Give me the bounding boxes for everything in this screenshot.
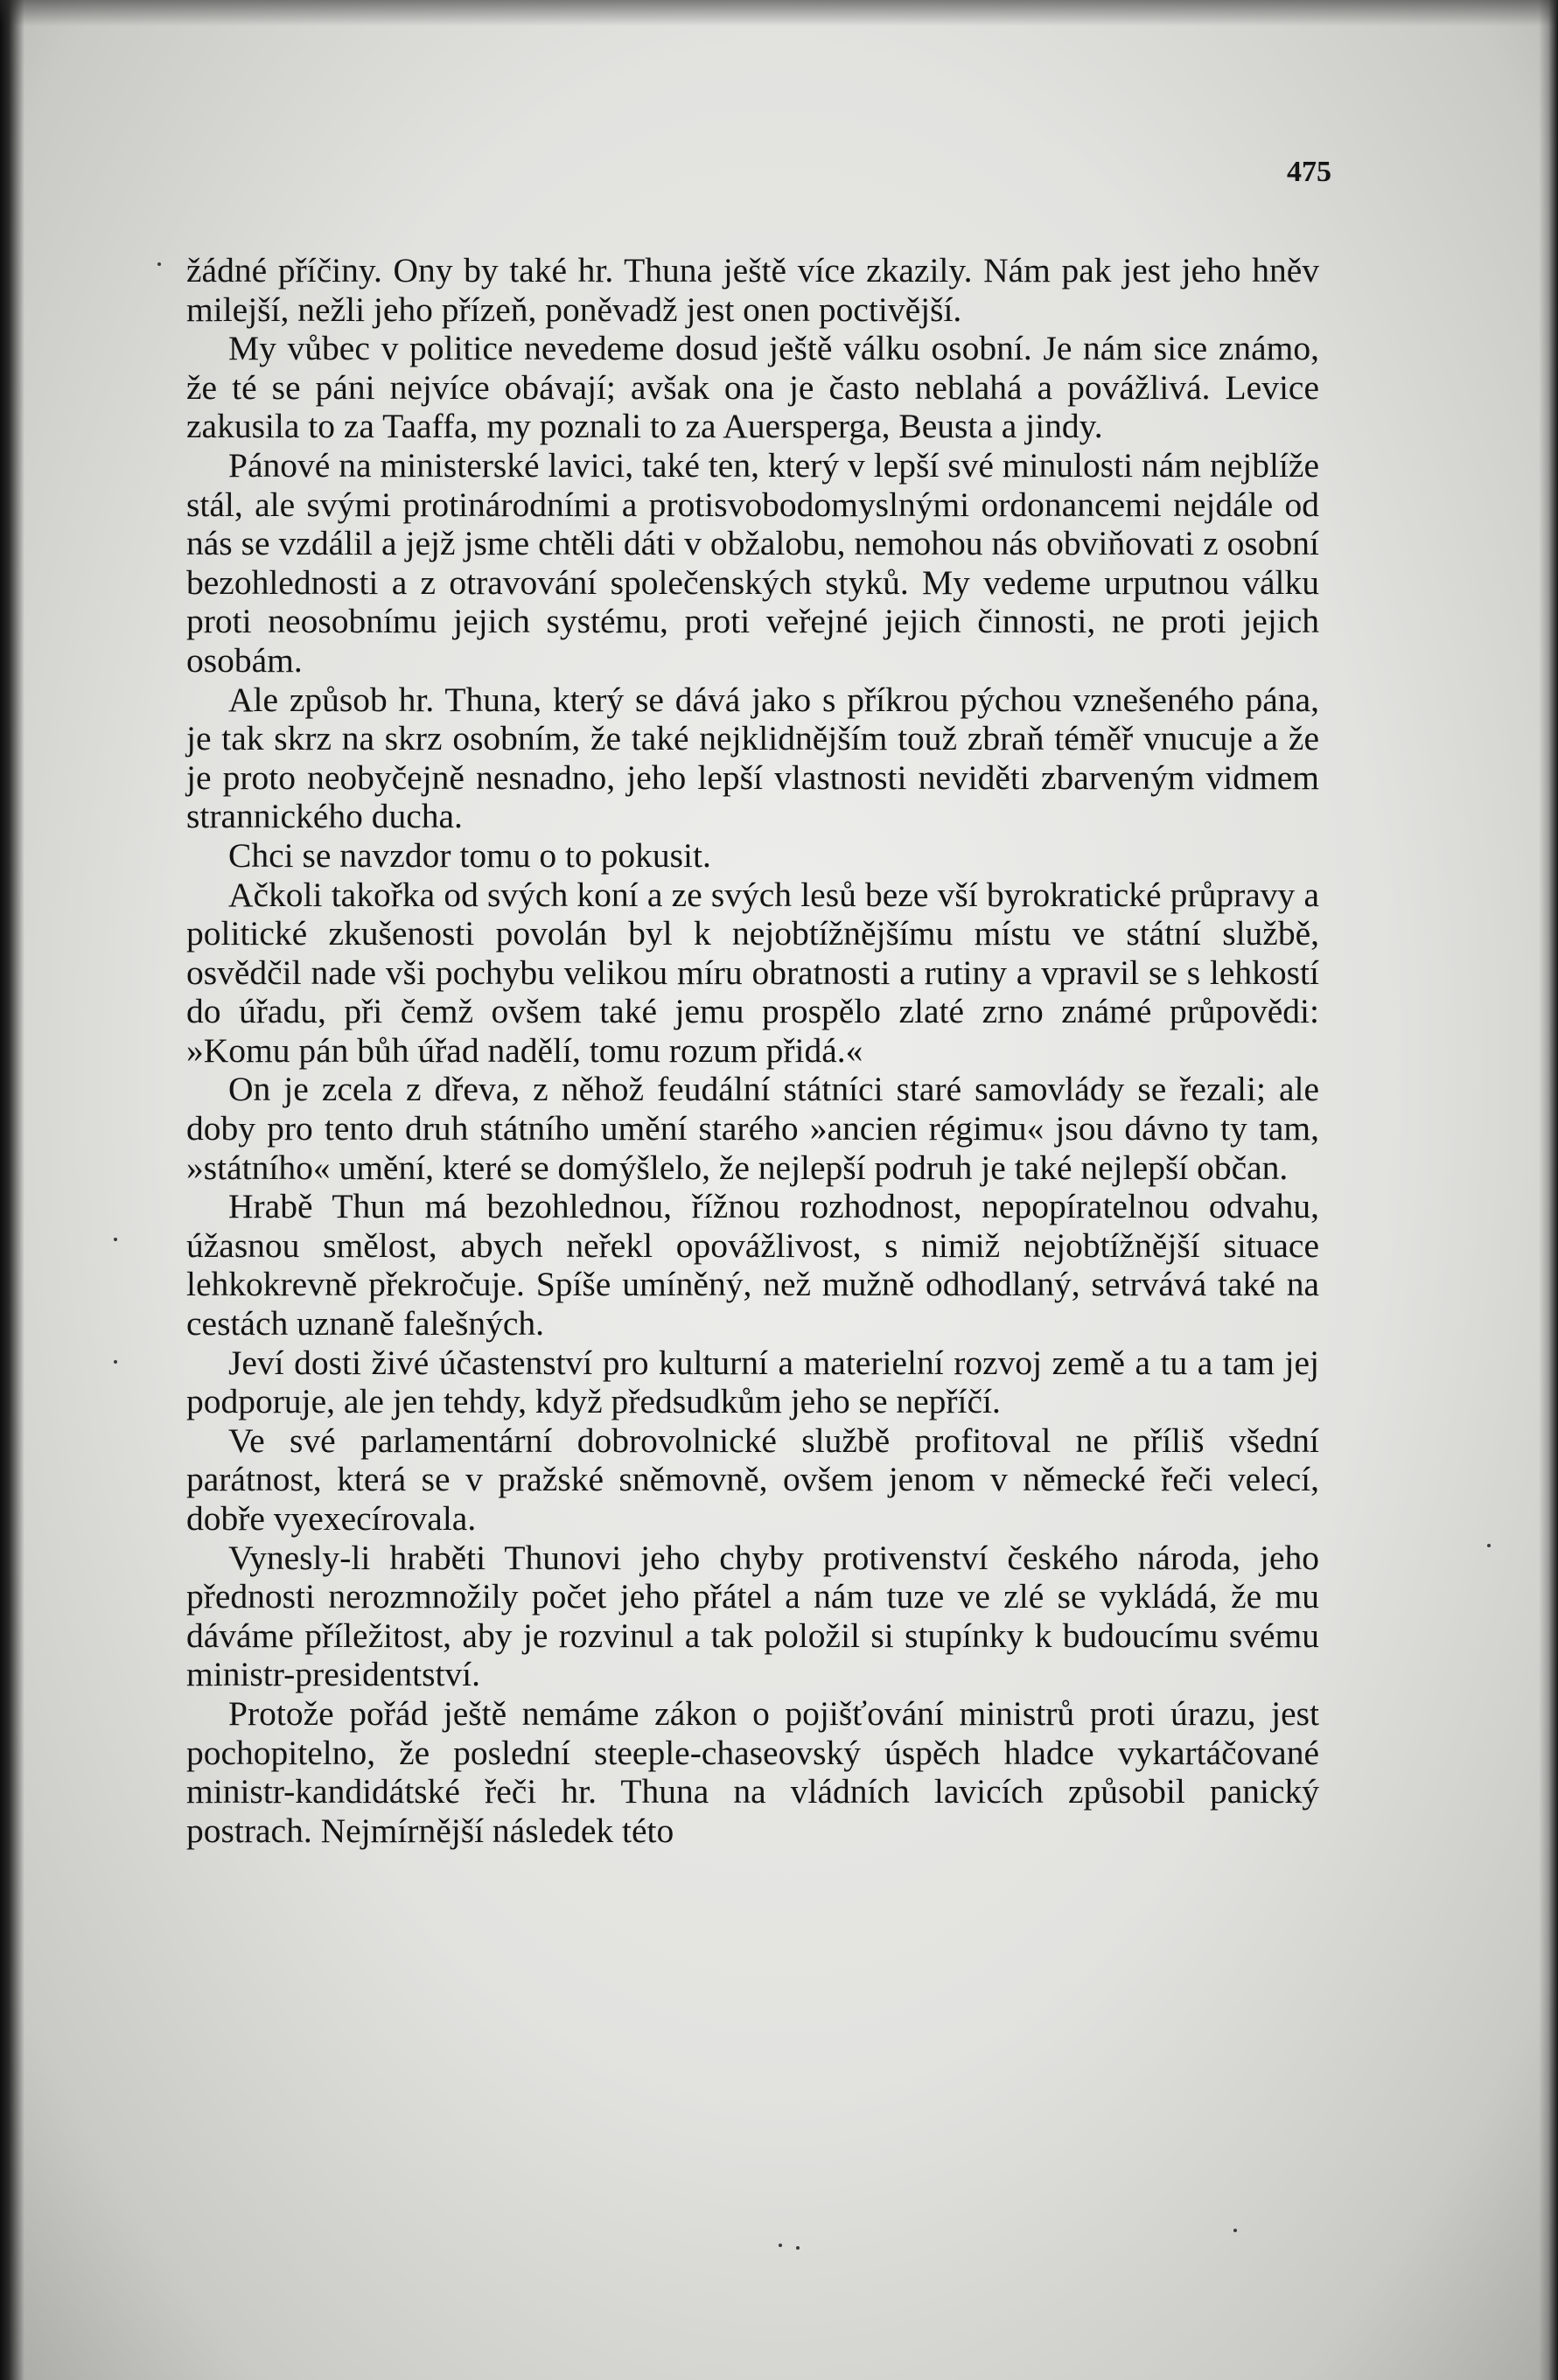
print-speck (1233, 2229, 1237, 2232)
page-number: 475 (1287, 156, 1331, 188)
paragraph: Vynesly-li hraběti Thunovi jeho chyby protivenství českého národa, jeho přednosti nerozmnožily počet jeho přátel a nám tuze ve zlé se vykládá, že mu dáváme příležitost, aby je rozvinul a tak položil si stupínky k budoucímu svému ministr-presidentství. (186, 1538, 1319, 1694)
paragraph: Pánové na ministerské lavici, také ten, který v lepší své minulosti nám nejblíže stál, ale svými protinárodními a protisvobodomyslnými ordonancemi nejdále od nás se vzdálil a jejž jsme chtěli dáti v obžalobu, nemohou nás obviňovati z osobní bezohlednosti a z otravování společenských styků. My vedeme urputnou válku proti neosobnímu jejich systému, proti veřejné jejich činnosti, ne proti jejich osobám. (186, 445, 1319, 680)
print-speck (114, 1360, 117, 1364)
top-edge-shadow (0, 0, 1558, 26)
print-speck (114, 1238, 117, 1241)
print-speck (157, 262, 161, 266)
paragraph: Ačkoli takořka od svých koní a ze svých lesů beze vší byrokratické průpravy a politické zkušenosti povolán byl k nejobtížnějšímu místu ve státní službě, osvědčil nade vši pochybu velikou míru obratnosti a rutiny a vpravil se s lehkostí do úřadu, při čemž ovšem také jemu prospělo zlaté zrno známé průpovědi: »Komu pán bůh úřad nadělí, tomu rozum přidá.« (186, 875, 1319, 1070)
paragraph: My vůbec v politice nevedeme dosud ještě válku osobní. Je nám sice známo, že té se páni nejvíce obávají; avšak ona je často neblahá a povážlivá. Levice zakusila to za Taaffa, my poznali to za Auersperga, Beusta a jindy. (186, 329, 1319, 446)
print-speck (1487, 1544, 1491, 1547)
paragraph: Chci se navzdor tomu o to pokusit. (228, 835, 711, 875)
paragraph: Ale způsob hr. Thuna, který se dává jako s příkrou pýchou vznešeného pána, je tak skrz na skrz osobním, že také nejklidnějším touž zbraň téměř vnucuje a že je proto neobyčejně nesnadno, jeho lepší vlastnosti neviděti zbarveným vidmem strannického ducha. (186, 680, 1319, 836)
spine-shadow (0, 0, 24, 2380)
paragraph: Ve své parlamentární dobrovolnické službě profitoval ne příliš všední parátnost, která se v pražské sněmovně, ovšem jenom v německé řeči velecí, dobře vyexecírovala. (186, 1420, 1319, 1538)
paragraph: Jeví dosti živé účastenství pro kulturní a materielní rozvoj země a tu a tam jej podporuje, ale jen tehdy, když předsudkům jeho se nepříčí. (186, 1343, 1319, 1421)
paragraph: On je zcela z dřeva, z něhož feudální státníci staré samovlády se řezali; ale doby pro tento druh státního umění starého »ancien régimu« jsou dávno ty tam, »státního« umění, které se domýšlelo, že nejlepší podruh je také nejlepší občan. (186, 1070, 1319, 1187)
body-text (186, 251, 1319, 1850)
paragraph: Hrabě Thun má bezohlednou, řížnou rozhodnost, nepopíratelnou odvahu, úžasnou smělost, abych neřekl opovážlivost, s nimiž nejobtížnější situace lehkokrevně překročuje. Spíše umíněný, než mužně odhodlaný, setrvává také na cestách uznaně falešných. (186, 1187, 1319, 1344)
paragraph: Protože pořád ještě nemáme zákon o pojišťování ministrů proti úrazu, jest pochopitelno, že poslední steeple-chaseovský úspěch hladce vykartáčované ministr-kandidátské řeči hr. Thuna na vládních lavicích způsobil panický postrach. Nejmírnější následek této (186, 1693, 1319, 1850)
print-speck (779, 2244, 782, 2247)
paragraph: žádné příčiny. Ony by také hr. Thuna ještě více zkazily. Nám pak jest jeho hněv milejší, nežli jeho přízeň, poněvadž jest onen poctivější. (186, 251, 1319, 329)
page-edge-shadow (1539, 0, 1558, 2380)
print-speck (796, 2246, 800, 2250)
